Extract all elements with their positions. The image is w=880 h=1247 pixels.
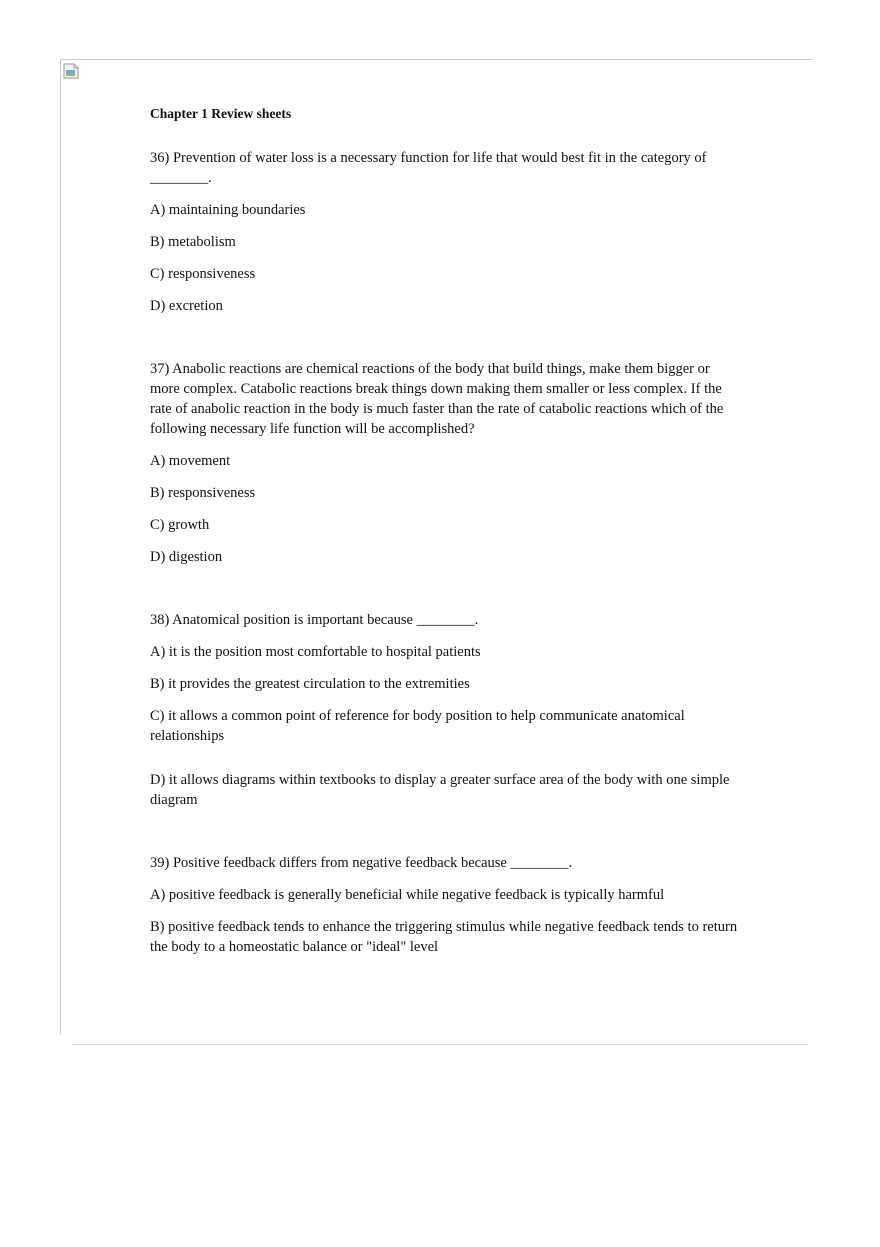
question-spacer — [150, 822, 740, 853]
option-b: B) positive feedback tends to enhance the triggering stimulus while negative feedback tends to return the body to a homeostatic balance or "ideal" level — [150, 919, 738, 955]
option-d: D) it allows diagrams within textbooks to display a greater surface area of the body with one simple diagram — [150, 772, 730, 808]
question-spacer — [150, 579, 740, 610]
question-37 — [150, 359, 740, 567]
option-d: D) digestion — [150, 549, 223, 565]
option-a: A) it is the position most comfortable to hospital patients — [150, 644, 481, 660]
question-36 — [150, 148, 740, 316]
option-c: C) growth — [150, 517, 210, 533]
option-c: C) it allows a common point of reference for body position to help communicate anatomical relationships — [150, 708, 685, 744]
question-38 — [150, 610, 740, 810]
option-a: A) positive feedback is generally beneficial while negative feedback is typically harmful — [150, 887, 665, 903]
question-text: 37) Anabolic reactions are chemical reactions of the body that build things, make them bigger or more complex. Catabolic reactions break things down making them smaller or less complex. If the rate of anabolic reaction in the body is much faster than the rate of catabolic reactions which of the following necessary life function will be accomplished? — [150, 361, 724, 437]
question-39 — [150, 853, 740, 957]
option-b: B) responsiveness — [150, 485, 256, 501]
question-text: 38) Anatomical position is important because ________. — [150, 612, 479, 628]
frame-bottom-border — [72, 1044, 808, 1045]
option-b: B) it provides the greatest circulation to the extremities — [150, 676, 470, 692]
document-content — [150, 104, 740, 969]
option-a: A) maintaining boundaries — [150, 202, 306, 218]
question-text: 36) Prevention of water loss is a necessary function for life that would best fit in the category of ________. — [150, 150, 707, 186]
option-c: C) responsiveness — [150, 266, 256, 282]
broken-image-icon — [62, 62, 80, 80]
option-b: B) metabolism — [150, 234, 236, 250]
question-spacer — [150, 328, 740, 359]
option-a: A) movement — [150, 453, 231, 469]
chapter-title: Chapter 1 Review sheets — [150, 106, 292, 121]
frame-left-border — [60, 59, 61, 1034]
question-text: 39) Positive feedback differs from negative feedback because ________. — [150, 855, 573, 871]
frame-top-border — [60, 59, 812, 60]
option-d: D) excretion — [150, 298, 223, 314]
